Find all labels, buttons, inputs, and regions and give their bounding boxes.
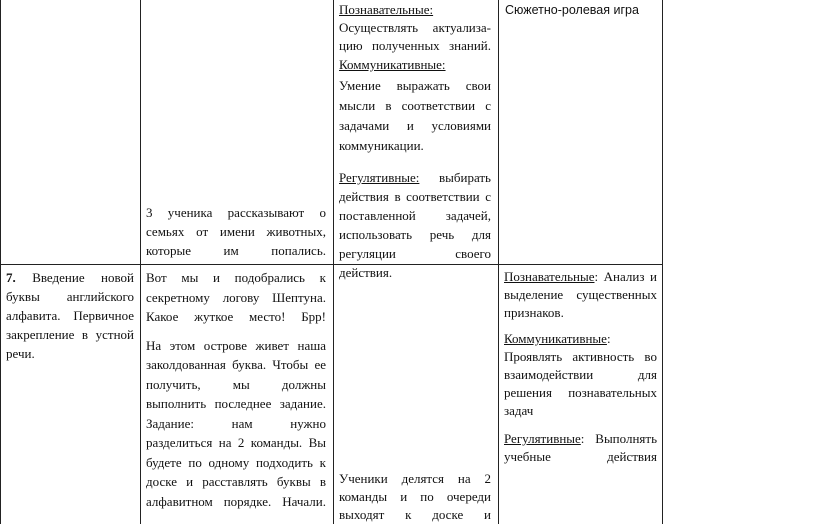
stage-title: Введение новой буквы английского алфавита. Первичное закрепление в устной речи. — [6, 270, 134, 361]
row1-activity-text: 3 ученика рассказывают о семьях от имени животных, которые им попались. — [146, 205, 326, 258]
row2-uud-cell: Познавательные: Анализ и выделение существенных признаков. Коммуникативные: Проявлять активность во взаимодействии для решения познавательных задач Регулятивные: Выполнять учебные действия — [504, 269, 657, 464]
table-row-divider — [0, 264, 663, 265]
teacher-speech-2: На этом острове живет наша заколдованная буква. Чтобы ее получить, мы должны выполнить последнее задание. Задание: нам нужно разделиться на 2 команды. Вы будете по одному подходить к доске и расставлять буквы в алфавитном порядке. Начали. — [146, 337, 326, 509]
table-border-col3 — [498, 0, 499, 524]
stage-number: 7. — [6, 270, 16, 285]
cognitive-heading-2: Познавательные — [504, 269, 595, 284]
regulatory-heading-2: Регулятивные — [504, 431, 581, 446]
communicative-text-2: Проявлять активность во взаимодействии для решения познавательных задач — [504, 349, 657, 418]
regulatory-text-2: : Выполнять учебные действия — [504, 431, 657, 464]
cognitive-text-2: : Анализ и выделение существенных признаков. — [504, 269, 657, 320]
table-border-col2 — [333, 0, 334, 524]
row2-teacher-cell — [146, 268, 326, 511]
regulatory-text: выбирать действия в соответствии с поставленной задачей, использовать речь для регуляции своего действия. — [339, 170, 491, 280]
table-border-left — [0, 0, 1, 524]
row1-activity-cell — [146, 203, 326, 260]
row1-uud-cell — [339, 0, 491, 282]
cognitive-heading: Познавательные: — [339, 2, 434, 17]
communicative-heading: Коммуникативные: — [339, 57, 446, 72]
teacher-speech-1: Вот мы и подобрались к секретному логову Шептуна. Какое жуткое место! Брр! — [146, 270, 326, 324]
row2-stage-cell — [6, 268, 134, 363]
table-border-col1 — [140, 0, 141, 524]
students-activity-text: Ученики делятся на 2 команды и по очереди выходят к доске и — [339, 471, 491, 522]
cognitive-text: Осуществлять актуализа-цию полученных знаний. — [339, 20, 491, 53]
table-border-col4 — [662, 0, 663, 524]
communicative-text: Умение выражать свои мысли в соответствии с задачами и условиями коммуникации. — [339, 78, 491, 153]
communicative-heading-2: Коммуникативные — [504, 331, 607, 346]
row1-form-cell — [505, 1, 655, 20]
row2-students-cell — [339, 470, 491, 524]
row1-form-text: Сюжетно-ролевая игра — [505, 3, 639, 17]
regulatory-heading: Регулятивные: — [339, 170, 420, 185]
